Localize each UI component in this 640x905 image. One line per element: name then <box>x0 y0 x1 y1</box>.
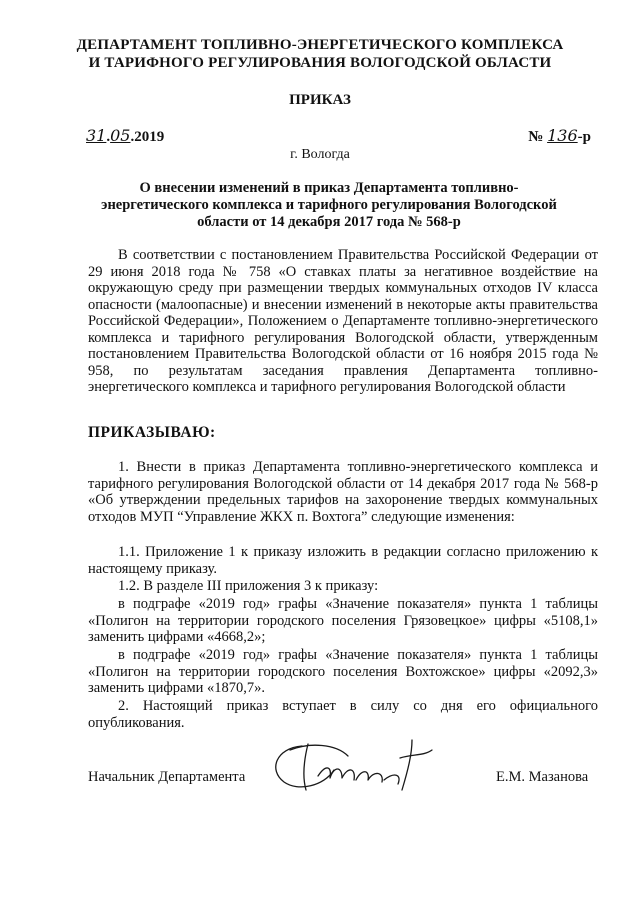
order-subject <box>95 180 563 231</box>
signatory-title: Начальник Департамента <box>88 769 246 785</box>
subject-line-3: области от 14 декабря 2017 года № 568-р <box>197 214 461 230</box>
department-header <box>60 36 580 72</box>
department-line-1: ДЕПАРТАМЕНТ ТОПЛИВНО-ЭНЕРГЕТИЧЕСКОГО КОМПЛЕКСА <box>76 37 564 53</box>
number-prefix: № <box>528 129 548 145</box>
item-1-2: 1.2. В разделе III приложения 3 к приказу: <box>118 578 379 594</box>
date-day: 31 <box>86 126 107 145</box>
order-word: ПРИКАЗЫВАЮ: <box>88 424 216 441</box>
number-suffix: -р <box>577 129 591 145</box>
date-separator: . <box>106 129 111 145</box>
item-1-2-a: в подграфе «2019 год» графы «Значение показателя» пункта 1 таблицы «Полигон на территории городского поселения Грязовецкое» цифры «5108,1» заменить цифрами «4668,2»; <box>88 596 598 645</box>
item-1: 1. Внести в приказ Департамента топливно-энергетического комплекса и тарифного регулирования Вологодской области от 14 декабря 2017 года № 568-р «Об утверждении предельных тарифов на захоронение твердых коммунальных отходов МУП “Управление ЖКХ п. Вохтога” следующие изменения: <box>88 459 598 525</box>
preamble-paragraph: В соответствии с постановлением Правительства Российской Федерации от 29 июня 2018 года № 758 «О ставках платы за негативное воздействие на окружающую среду при размещении твердых коммунальных отходов IV класса опасности (малоопасные) и внесении изменений в некоторые акты правительства Российской Федерации», Положением о Департаменте топливно-энергетического комплекса и тарифного регулирования Вологодской области, утвержденным постановлением Правительства Вологодской области от 16 ноября 2015 года № 958, по результатам заседания правления Департамента топливно-энергетического комплекса и тарифного регулирования Вологодской области <box>88 247 598 395</box>
order-date <box>86 126 164 146</box>
date-year: .2019 <box>130 129 165 145</box>
order-number <box>528 126 591 146</box>
date-month: 05 <box>110 126 131 145</box>
signatory-name: Е.М. Мазанова <box>496 769 589 785</box>
subject-line-2: энергетического комплекса и тарифного регулирования Вологодской <box>101 197 557 213</box>
item-1-1: 1.1. Приложение 1 к приказу изложить в редакции согласно приложению к настоящему приказу. <box>88 544 598 577</box>
item-1-2-b: в подграфе «2019 год» графы «Значение показателя» пункта 1 таблицы «Полигон на территории городского поселения Вохтожское» цифры «2092,3» заменить цифрами «1870,7». <box>88 647 598 696</box>
department-line-2: И ТАРИФНОГО РЕГУЛИРОВАНИЯ ВОЛОГОДСКОЙ ОБЛАСТИ <box>88 55 552 71</box>
number-value: 136 <box>547 126 578 145</box>
handwritten-signature <box>262 736 446 794</box>
city: г. Вологда <box>290 147 350 162</box>
item-2: 2. Настоящий приказ вступает в силу со дня его официального опубликования. <box>88 698 598 731</box>
document-type-title: ПРИКАЗ <box>289 92 351 108</box>
subject-line-1: О внесении изменений в приказ Департамента топливно- <box>139 180 519 196</box>
